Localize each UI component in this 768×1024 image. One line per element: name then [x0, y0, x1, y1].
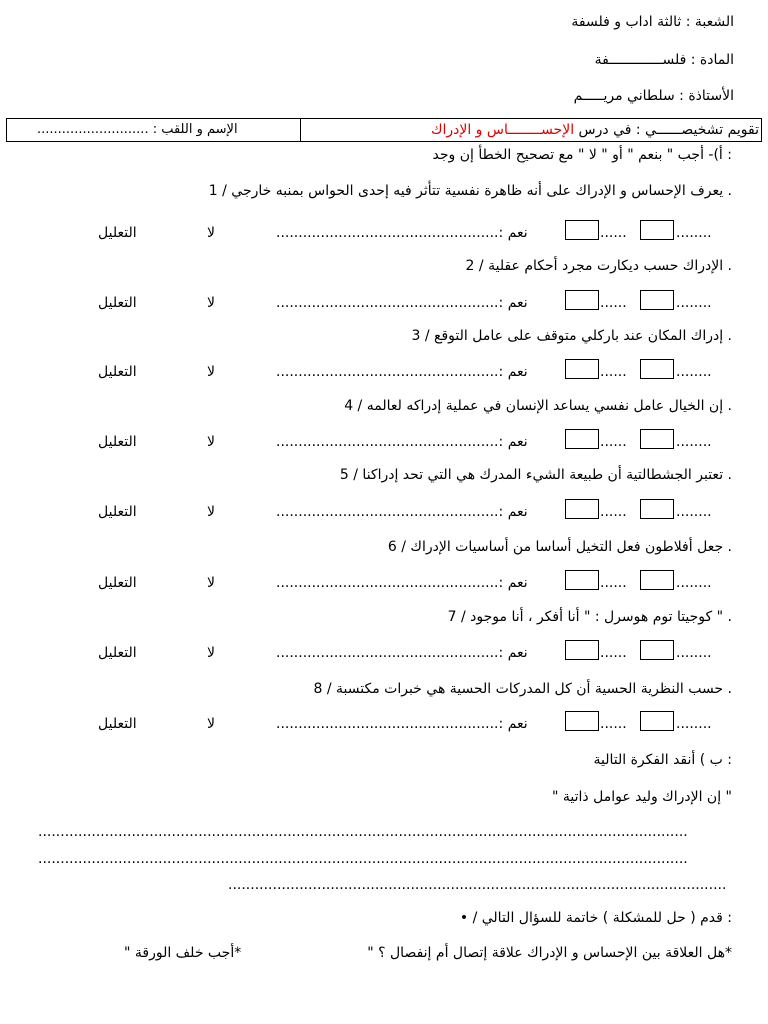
- answer-box-yes[interactable]: [565, 220, 599, 240]
- answer-box-no[interactable]: [640, 429, 674, 449]
- answer-box-yes[interactable]: [565, 711, 599, 731]
- answer-line-2[interactable]: ..................................................................................................................................................: [38, 851, 688, 867]
- answer-box-no[interactable]: [640, 570, 674, 590]
- dots: ........: [676, 434, 712, 450]
- dots: ......: [600, 434, 627, 450]
- answer-box-yes[interactable]: [565, 359, 599, 379]
- question-7: . " كوجيتا توم هوسرل : " أنا أفكر ، أنا موجود / 7: [447, 609, 732, 625]
- name-field-cell[interactable]: [7, 119, 301, 141]
- dots: ......: [600, 364, 627, 380]
- part-a-instruction: : أ)- أجب " بنعم " أو " لا " مع تصحيح الخطأ إن وجد: [432, 147, 732, 163]
- answer-box-no[interactable]: [640, 499, 674, 519]
- exam-title: [431, 122, 759, 138]
- dots: ........: [676, 575, 712, 591]
- answer-row-8: [0, 716, 768, 738]
- dots: ......: [600, 225, 627, 241]
- answer-box-yes[interactable]: [565, 640, 599, 660]
- answer-box-no[interactable]: [640, 711, 674, 731]
- subject-line: المادة : فلســـــــــــــفة: [594, 52, 734, 68]
- answer-box-yes[interactable]: [565, 570, 599, 590]
- justification-label: التعليل: [98, 716, 137, 732]
- justification-label: التعليل: [98, 295, 137, 311]
- no-label: لا: [207, 575, 215, 591]
- justification-label: التعليل: [98, 645, 137, 661]
- dots: ......: [600, 645, 627, 661]
- question-6: . جعل أفلاطون فعل التخيل أساسا من أساسيات الإدراك / 6: [387, 539, 732, 555]
- no-label: لا: [207, 504, 215, 520]
- exam-title-topic: الإحســــــــاس و الإدراك: [430, 122, 575, 138]
- answer-row-4: [0, 434, 768, 456]
- no-label: لا: [207, 295, 215, 311]
- yes-label-dots: ..................................................: نعم: [276, 295, 528, 311]
- class-line: الشعبة : ثالثة اداب و فلسفة: [571, 14, 734, 30]
- dots: ........: [676, 225, 712, 241]
- teacher-line: الأستاذة : سلطاني مريـــــم: [573, 88, 734, 104]
- yes-label-dots: ..................................................: نعم: [276, 575, 528, 591]
- answer-line-1[interactable]: ..................................................................................................................................................: [38, 824, 688, 840]
- no-label: لا: [207, 645, 215, 661]
- answer-box-yes[interactable]: [565, 429, 599, 449]
- dots: ......: [600, 504, 627, 520]
- answer-row-6: [0, 575, 768, 597]
- dots: ........: [676, 295, 712, 311]
- question-5: . تعتبر الجشطالتية أن طبيعة الشيء المدرك هي التي تحد إدراكنا / 5: [339, 467, 732, 483]
- dots: ........: [676, 645, 712, 661]
- part-c-question: *هل العلاقة بين الإحساس و الإدراك علاقة إتصال أم إنفصال ؟ ": [367, 945, 732, 961]
- yes-label-dots: ..................................................: نعم: [276, 225, 528, 241]
- part-c-instruction: : قدم ( حل للمشكلة ) خاتمة للسؤال التالي / •: [459, 910, 732, 926]
- yes-label-dots: ..................................................: نعم: [276, 504, 528, 520]
- dots: ......: [600, 575, 627, 591]
- answer-row-5: [0, 504, 768, 526]
- answer-row-1: [0, 225, 768, 247]
- answer-box-yes[interactable]: [565, 499, 599, 519]
- justification-label: التعليل: [98, 504, 137, 520]
- exam-title-prefix: تقويم تشخيصــــــي : في درس: [574, 122, 759, 138]
- answer-line-3[interactable]: ................................................................................................................: [228, 877, 727, 893]
- yes-label-dots: ..................................................: نعم: [276, 716, 528, 732]
- yes-label-dots: ..................................................: نعم: [276, 364, 528, 380]
- question-2: . الإدراك حسب ديكارت مجرد أحكام عقلية / 2: [465, 258, 732, 274]
- no-label: لا: [207, 225, 215, 241]
- answer-row-7: [0, 645, 768, 667]
- part-c-note: *أجب خلف الورقة ": [124, 945, 242, 961]
- yes-label-dots: ..................................................: نعم: [276, 434, 528, 450]
- no-label: لا: [207, 364, 215, 380]
- no-label: لا: [207, 716, 215, 732]
- justification-label: التعليل: [98, 364, 137, 380]
- question-3: . إدراك المكان عند باركلي متوقف على عامل التوقع / 3: [411, 328, 732, 344]
- answer-row-3: [0, 364, 768, 386]
- part-b-quote: " إن الإدراك وليد عوامل ذاتية ": [552, 789, 732, 805]
- answer-box-no[interactable]: [640, 359, 674, 379]
- answer-box-no[interactable]: [640, 640, 674, 660]
- justification-label: التعليل: [98, 575, 137, 591]
- answer-box-no[interactable]: [640, 220, 674, 240]
- name-field-label: ........................... : الإسم و اللقب: [37, 122, 238, 137]
- justification-label: التعليل: [98, 434, 137, 450]
- yes-label-dots: ..................................................: نعم: [276, 645, 528, 661]
- justification-label: التعليل: [98, 225, 137, 241]
- dots: ......: [600, 716, 627, 732]
- no-label: لا: [207, 434, 215, 450]
- answer-box-no[interactable]: [640, 290, 674, 310]
- title-band: [6, 118, 762, 142]
- question-8: . حسب النظرية الحسية أن كل المدركات الحسية هي خبرات مكتسبة / 8: [313, 681, 732, 697]
- part-b-instruction: : ب ) أنقد الفكرة التالية: [593, 752, 732, 768]
- answer-box-yes[interactable]: [565, 290, 599, 310]
- dots: ........: [676, 364, 712, 380]
- question-4: . إن الخيال عامل نفسي يساعد الإنسان في عملية إدراكه لعالمه / 4: [344, 398, 732, 414]
- dots: ........: [676, 504, 712, 520]
- question-1: . يعرف الإحساس و الإدراك على أنه ظاهرة نفسية تتأثر فيه إحدى الحواس بمنبه خارجي / 1: [208, 183, 732, 199]
- dots: ......: [600, 295, 627, 311]
- answer-row-2: [0, 295, 768, 317]
- dots: ........: [676, 716, 712, 732]
